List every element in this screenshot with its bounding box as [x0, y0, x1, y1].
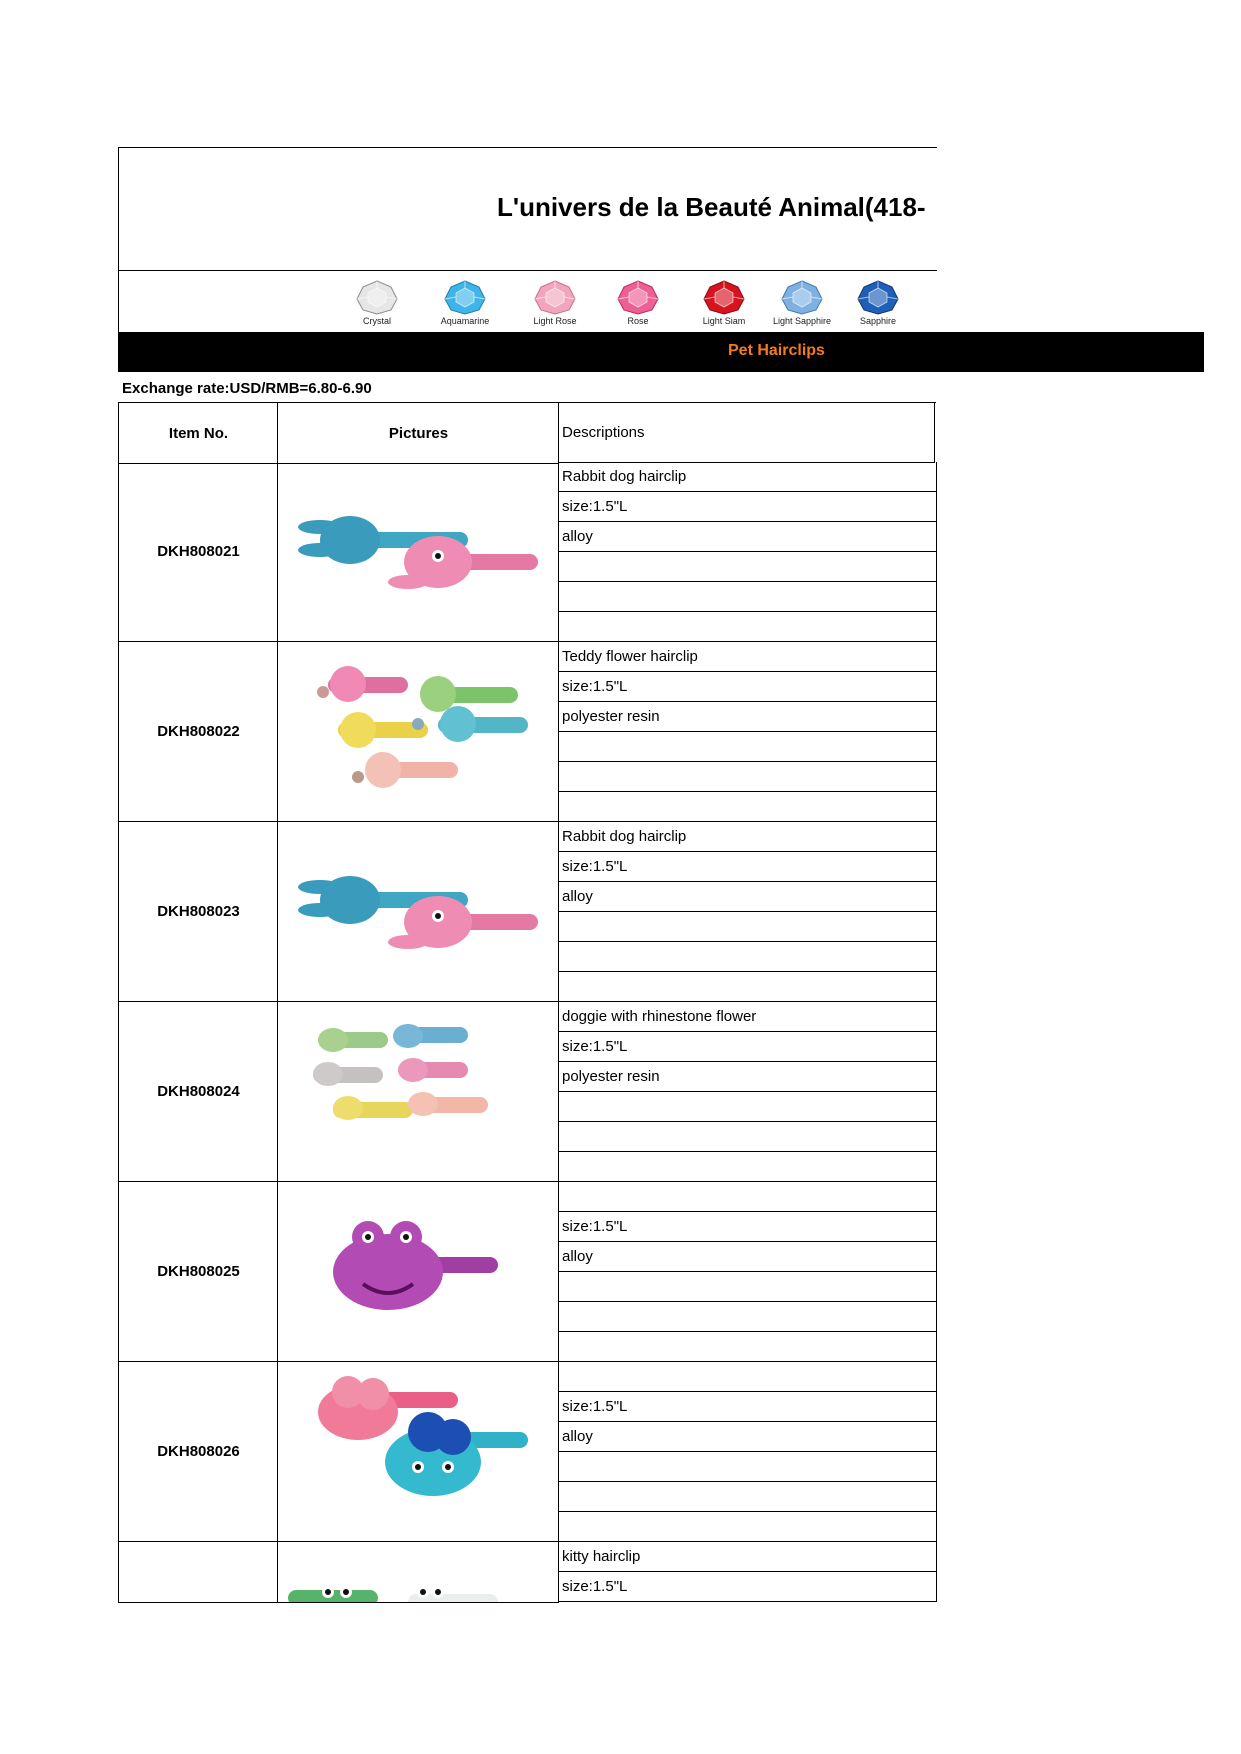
description-line — [559, 1302, 936, 1332]
swatch-label: Light Rose — [533, 316, 577, 326]
description-line — [559, 1332, 936, 1362]
swatch-0 — [337, 279, 417, 326]
swatch-label: Rose — [627, 316, 649, 326]
description-line — [559, 1152, 936, 1182]
teddy-flower-hairclip-image — [288, 652, 548, 812]
swatch-6 — [838, 279, 918, 326]
description-line: Rabbit dog hairclip — [559, 822, 936, 852]
description-line — [559, 1512, 936, 1542]
sheep-hairclip-image — [288, 1372, 548, 1532]
product-picture — [277, 462, 559, 642]
description-cell — [558, 1182, 937, 1362]
description-line: size:1.5"L — [559, 1572, 936, 1602]
description-line — [559, 1122, 936, 1152]
item-number: DKH808022 — [118, 642, 278, 822]
description-line: Teddy flower hairclip — [559, 642, 936, 672]
swatch-label: Aquamarine — [440, 316, 490, 326]
description-line: kitty hairclip — [559, 1542, 936, 1572]
description-line — [559, 1272, 936, 1302]
crystal-gem-icon — [355, 279, 399, 315]
description-line: size:1.5"L — [559, 852, 936, 882]
kitty-hairclip-image — [288, 1552, 548, 1603]
swatch-1 — [425, 279, 505, 326]
description-cell — [558, 1002, 937, 1182]
description-cell — [558, 462, 937, 642]
description-line — [559, 552, 936, 582]
description-line — [559, 582, 936, 612]
description-cell — [558, 642, 937, 822]
item-number — [118, 1542, 278, 1603]
swatch-2 — [515, 279, 595, 326]
item-number: DKH808024 — [118, 1002, 278, 1182]
frog-hairclip-image — [288, 1192, 548, 1352]
description-line: size:1.5"L — [559, 492, 936, 522]
table-row — [118, 462, 936, 642]
item-number: DKH808025 — [118, 1182, 278, 1362]
header-item-no: Item No. — [118, 403, 278, 464]
description-line — [559, 1482, 936, 1512]
description-cell — [558, 1542, 937, 1602]
description-line: size:1.5"L — [559, 1212, 936, 1242]
item-number: DKH808021 — [118, 462, 278, 642]
crystal-gem-icon — [616, 279, 660, 315]
item-number: DKH808026 — [118, 1362, 278, 1542]
product-picture — [277, 1182, 559, 1362]
swatch-5 — [762, 279, 842, 326]
page-title: L'univers de la Beauté Animal(418- — [497, 192, 926, 222]
description-line: polyester resin — [559, 702, 936, 732]
swatch-label: Sapphire — [859, 316, 897, 326]
description-line: size:1.5"L — [559, 1392, 936, 1422]
description-line: Rabbit dog hairclip — [559, 462, 936, 492]
description-line: doggie with rhinestone flower — [559, 1002, 936, 1032]
description-line: alloy — [559, 882, 936, 912]
crystal-gem-icon — [533, 279, 577, 315]
description-line — [559, 732, 936, 762]
description-line — [559, 972, 936, 1002]
description-cell — [558, 822, 937, 1002]
description-line: size:1.5"L — [559, 672, 936, 702]
description-line — [559, 1092, 936, 1122]
table-row — [118, 1002, 936, 1182]
doggie-rhinestone-hairclip-image — [288, 1012, 548, 1172]
header-descriptions: Descriptions — [558, 403, 935, 463]
description-line — [559, 912, 936, 942]
description-line: alloy — [559, 1242, 936, 1272]
product-picture — [277, 1542, 559, 1603]
description-line — [559, 792, 936, 822]
description-line — [559, 1452, 936, 1482]
swatch-label: Light Sapphire — [772, 316, 832, 326]
description-line: size:1.5"L — [559, 1032, 936, 1062]
header-pictures: Pictures — [277, 403, 559, 464]
product-picture — [277, 822, 559, 1002]
description-line: alloy — [559, 1422, 936, 1452]
table-row — [118, 1542, 936, 1602]
swatch-label: Light Siam — [702, 316, 746, 326]
description-cell — [558, 1362, 937, 1542]
crystal-gem-icon — [856, 279, 900, 315]
description-line: alloy — [559, 522, 936, 552]
rabbit-dog-hairclip-image — [288, 472, 548, 632]
description-line — [559, 1182, 936, 1212]
product-picture — [277, 1002, 559, 1182]
item-number: DKH808023 — [118, 822, 278, 1002]
description-line — [559, 612, 936, 642]
exchange-rate: Exchange rate:USD/RMB=6.80-6.90 — [122, 380, 372, 397]
rabbit-dog-hairclip-image — [288, 832, 548, 992]
crystal-color-strip — [118, 269, 937, 332]
title-box — [118, 147, 937, 271]
description-line — [559, 762, 936, 792]
crystal-gem-icon — [702, 279, 746, 315]
product-picture — [277, 1362, 559, 1542]
category-band — [118, 332, 1204, 372]
description-line — [559, 942, 936, 972]
table-row — [118, 642, 936, 822]
table-row — [118, 822, 936, 1002]
swatch-label: Crystal — [362, 316, 391, 326]
product-picture — [277, 642, 559, 822]
table-row — [118, 1362, 936, 1542]
category-title: Pet Hairclips — [728, 342, 825, 359]
table-row — [118, 1182, 936, 1362]
description-line: polyester resin — [559, 1062, 936, 1092]
swatch-4 — [684, 279, 764, 326]
swatch-3 — [598, 279, 678, 326]
crystal-gem-icon — [443, 279, 487, 315]
description-line — [559, 1362, 936, 1392]
table-header — [118, 402, 936, 463]
crystal-gem-icon — [780, 279, 824, 315]
